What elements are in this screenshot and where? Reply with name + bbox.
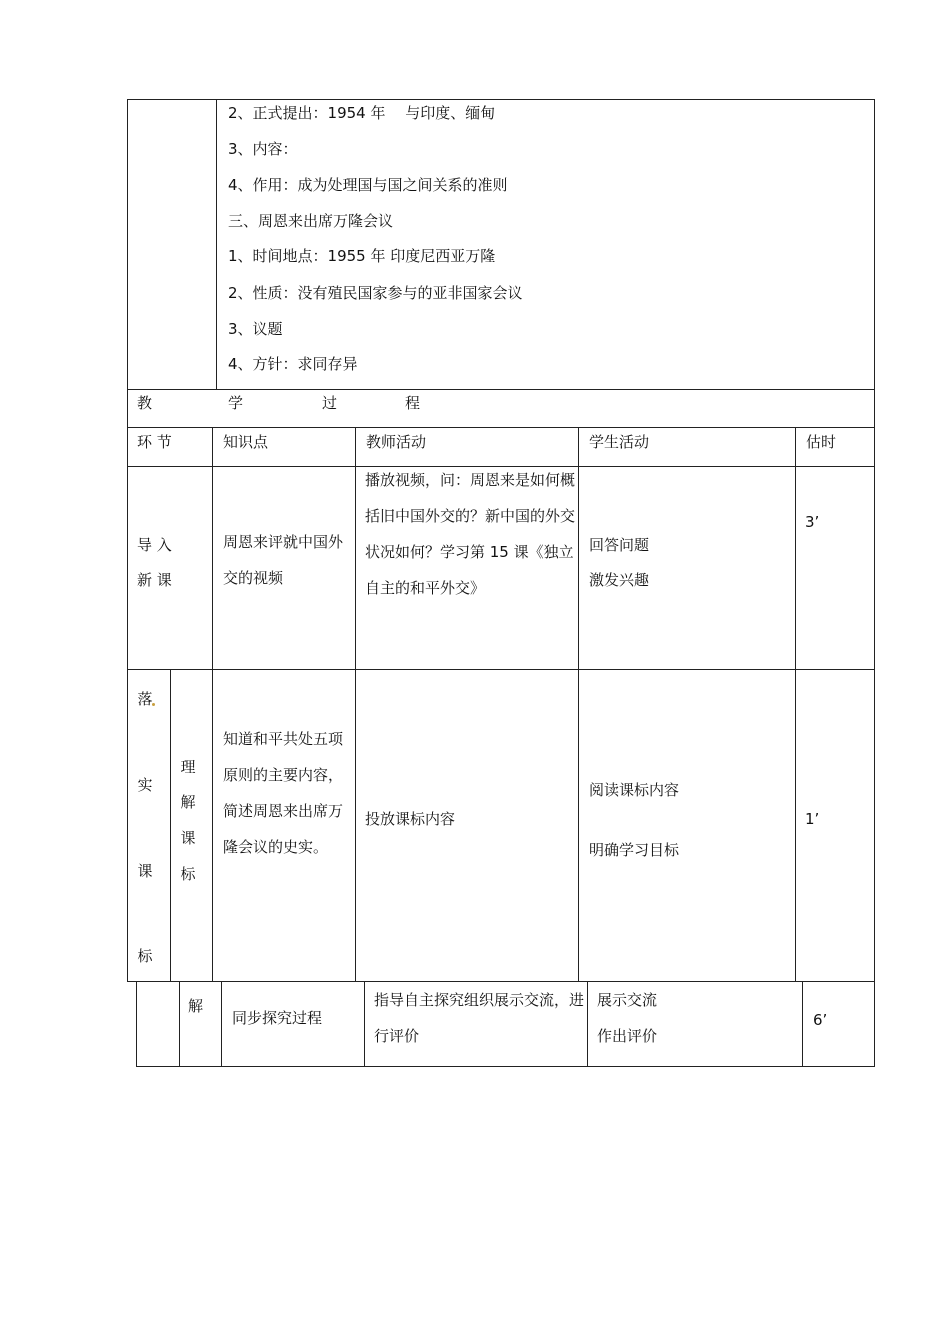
outline-item: 1、时间地点：1955 年 印度尼西亚万隆 (228, 247, 496, 265)
standard-teacher: 投放课标内容 (365, 810, 456, 828)
column-divider (802, 981, 803, 1067)
sub-stage-char: 解 (180, 793, 196, 811)
column-header-time: 估时 (806, 433, 837, 451)
column-header-stage: 环 节 (137, 433, 172, 451)
stage-standard-char: 落 (137, 690, 153, 708)
standard-knowledge: 知道和平共处五项原则的主要内容，简述周恩来出席万隆会议的史实。 (223, 730, 344, 856)
column-divider (179, 981, 180, 1067)
process-header-char: 教 (137, 394, 153, 412)
column-divider (578, 427, 579, 982)
sub-column-divider (170, 669, 171, 982)
column-divider (221, 981, 222, 1067)
outline-heading: 三、周恩来出席万隆会议 (228, 212, 394, 230)
stage-intro-line2: 新 课 (137, 571, 172, 589)
sub-stage-char: 课 (180, 829, 196, 847)
outline-divider (216, 99, 217, 390)
standard-time: 1’ (805, 810, 820, 828)
column-divider (795, 427, 796, 982)
explore-sub-stage: 解 (188, 997, 204, 1015)
intro-teacher: 播放视频，问：周恩来是如何概括旧中国外交的？新中国的外交状况如何？学习第 15 课《独立自主的和平外交》 (365, 471, 576, 597)
column-header-teacher: 教师活动 (366, 433, 427, 451)
intro-knowledge: 周恩来评就中国外交的视频 (223, 533, 344, 587)
stage-standard-char: 课 (137, 862, 153, 880)
column-divider (212, 427, 213, 982)
row-divider (127, 669, 875, 670)
standard-student-line1: 阅读课标内容 (589, 781, 680, 799)
stage-marker-dot (152, 703, 155, 706)
column-header-student: 学生活动 (589, 433, 650, 451)
intro-student-line1: 回答问题 (589, 536, 650, 554)
explore-teacher: 指导自主探究组织展示交流，进行评价 (374, 991, 585, 1045)
outline-item: 2、性质：没有殖民国家参与的亚非国家会议 (228, 284, 523, 302)
column-divider (355, 427, 356, 982)
sub-stage-char: 理 (180, 758, 196, 776)
explore-student-line1: 展示交流 (597, 991, 658, 1009)
outline-item: 4、作用：成为处理国与国之间关系的准则 (228, 176, 508, 194)
explore-time: 6’ (813, 1011, 828, 1029)
explore-knowledge: 同步探究过程 (232, 1009, 323, 1027)
stage-intro-line1: 导 入 (137, 536, 172, 554)
process-header-char: 过 (322, 394, 338, 412)
outline-item: 2、正式提出：1954 年 与印度、缅甸 (228, 104, 496, 122)
row-divider (127, 427, 875, 428)
outline-item: 4、方针：求同存异 (228, 355, 358, 373)
process-header-char: 程 (405, 394, 421, 412)
outline-item: 3、议题 (228, 320, 283, 338)
process-header-char: 学 (228, 394, 244, 412)
column-divider (587, 981, 588, 1067)
intro-student-line2: 激发兴趣 (589, 571, 650, 589)
explore-student-line2: 作出评价 (597, 1027, 658, 1045)
sub-stage-char: 标 (180, 865, 196, 883)
stage-standard-char: 实 (137, 776, 153, 794)
stage-standard-char: 标 (137, 947, 153, 965)
column-divider (364, 981, 365, 1067)
outline-item: 3、内容： (228, 140, 298, 158)
intro-time: 3’ (805, 513, 820, 531)
standard-student-line2: 明确学习目标 (589, 841, 680, 859)
column-header-knowledge: 知识点 (223, 433, 269, 451)
